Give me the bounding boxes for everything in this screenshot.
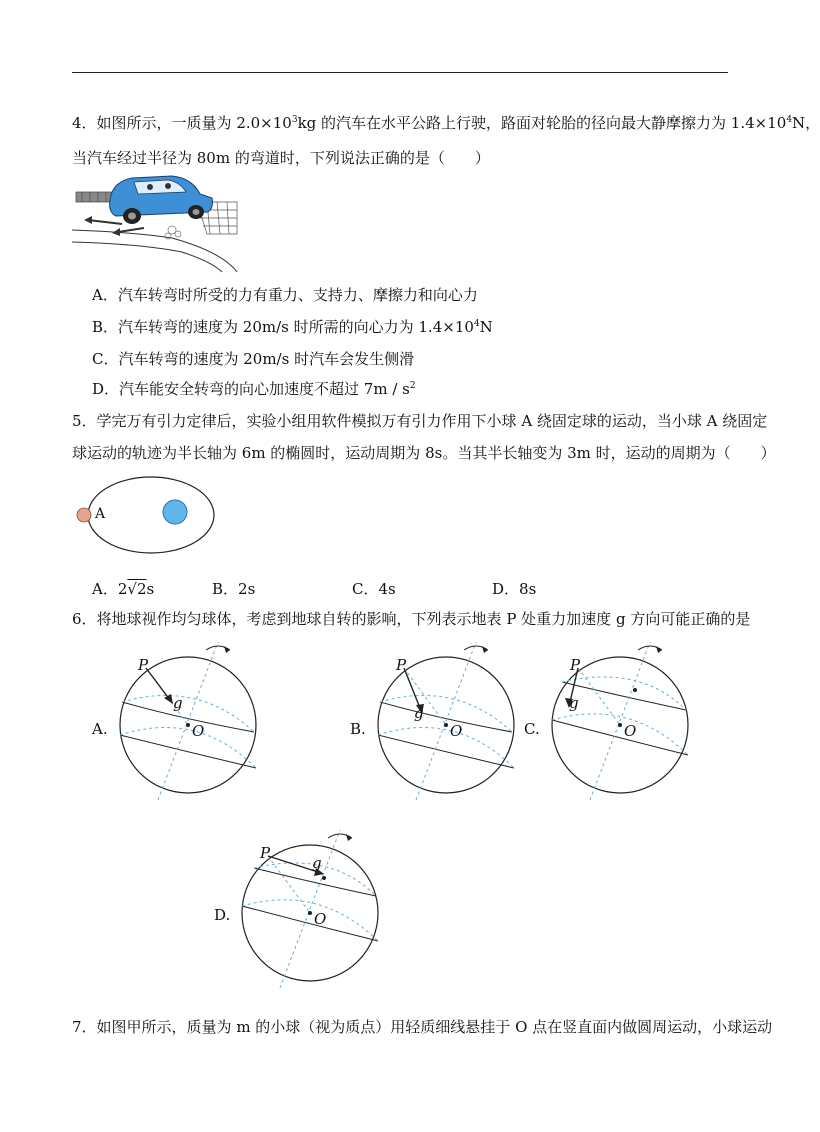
sphere-a-g-label: g — [173, 694, 183, 712]
sphere-c-p-label: P — [570, 656, 581, 674]
q5-option-d[interactable]: D．8s — [492, 580, 537, 598]
sphere-d-o-label: O — [314, 910, 327, 928]
q6-option-a-label[interactable]: A. — [92, 720, 108, 738]
orbit-ellipse — [88, 477, 214, 553]
sphere-b-p-label: P — [396, 656, 407, 674]
q4-stem-line2: 当汽车经过半径为 80m 的弯道时，下列说法正确的是（ ） — [72, 149, 490, 167]
header-rule — [72, 72, 728, 73]
sphere-b-g-label: g — [414, 704, 424, 722]
q6-option-c-label[interactable]: C. — [524, 720, 540, 738]
sphere-d-g-label: g — [312, 854, 322, 872]
q4-stem-line1: 4．如图所示，一质量为 $2.0\times 10^3kg$ 的汽车在水平公路上行驶，路面对轮胎的径向最大静摩擦力为 $1.4\times 10^4N$， — [72, 114, 820, 132]
sphere-b-o-label: O — [450, 722, 463, 740]
sphere-a-p-label: P — [138, 656, 149, 674]
q5-option-b[interactable]: B．2s — [212, 580, 256, 598]
sphere-c-g-label: g — [569, 694, 579, 712]
q5-stem-line1: 5．学完万有引力定律后，实验小组用软件模拟万有引力作用下小球 A 绕固定球的运动，当小球 A 绕固定 — [72, 412, 768, 430]
q4-option-a[interactable]: A．汽车转弯时所受的力有重力、支持力、摩擦力和向心力 — [92, 286, 478, 304]
q6-stem-line1: 6．将地球视作均匀球体，考虑到地球自转的影响，下列表示地表 P 处重力加速度 g 方向可能正确的是 — [72, 610, 751, 628]
sphere-d-p-label: P — [260, 844, 271, 862]
q4-option-b[interactable]: B．汽车转弯的速度为 20m/s 时所需的向心力为 $1.4\times 10^4N$ — [92, 318, 493, 336]
q7-stem-line1: 7．如图甲所示，质量为 m 的小球（视为质点）用轻质细线悬挂于 O 点在竖直面内做圆周运动，小球运动 — [72, 1018, 773, 1036]
q4-option-d[interactable]: D．汽车能安全转弯的向心加速度不超过 $7m / s^2$ — [92, 380, 416, 398]
q6-option-b-label[interactable]: B. — [350, 720, 366, 738]
sphere-a-o-label: O — [192, 722, 205, 740]
q5-stem-line2: 球运动的轨迹为半长轴为 6m 的椭圆时，运动周期为 8s。当其半长轴变为 3m 时，运动的周期为（ ） — [72, 444, 776, 462]
car-figure — [72, 172, 242, 272]
q5-option-a[interactable]: A．2√2s — [92, 580, 155, 598]
fixed-ball — [163, 500, 187, 524]
q4-option-c[interactable]: C．汽车转弯的速度为 20m/s 时汽车会发生侧滑 — [92, 350, 415, 368]
sphere-c-o-label: O — [624, 722, 637, 740]
q6-option-d-label[interactable]: D. — [214, 906, 231, 924]
ball-a — [77, 508, 91, 522]
ball-a-label: A — [95, 506, 106, 522]
q5-option-c[interactable]: C．4s — [352, 580, 396, 598]
